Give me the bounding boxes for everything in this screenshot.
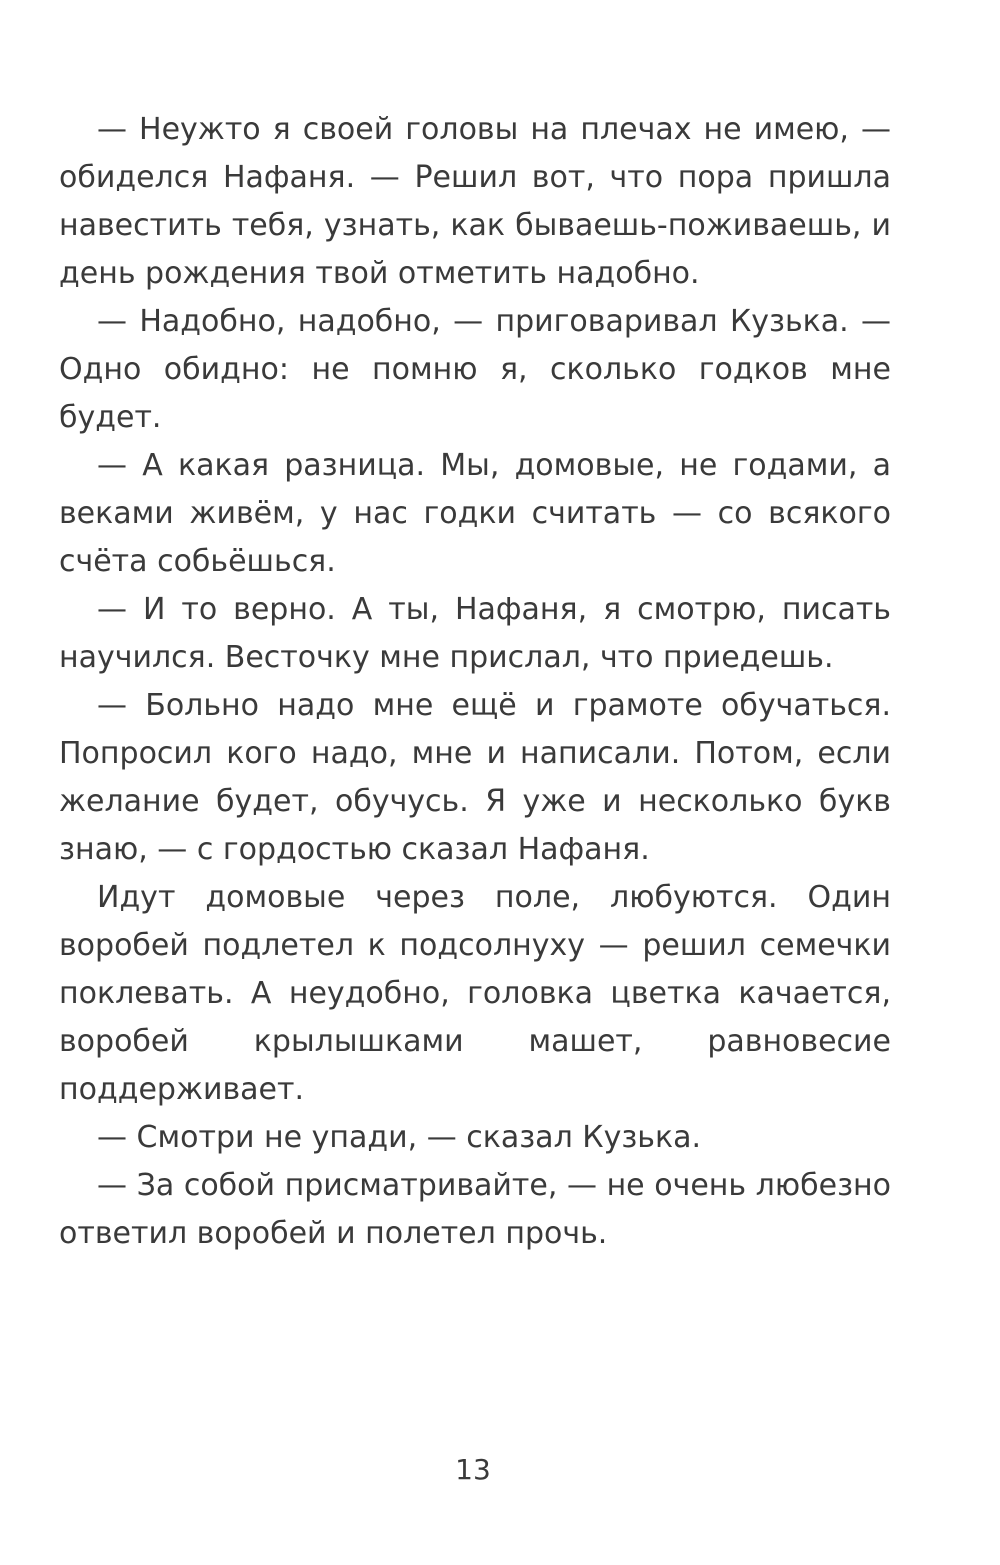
paragraph: — Надобно, надобно, — приговаривал Кузька. — Одно обидно: не помню я, сколько годков мне будет.	[59, 304, 891, 435]
paragraph: — За собой присматривайте, — не очень любезно ответил воробей и полетел прочь.	[59, 1168, 891, 1251]
paragraph: — Неужто я своей головы на плечах не имею, — обиделся Нафаня. — Решил вот, что пора пришла навестить тебя, узнать, как бываешь-поживаешь, и день рождения твой отметить надобно.	[59, 112, 891, 291]
paragraph: — Смотри не упади, — сказал Кузька.	[97, 1120, 701, 1155]
paragraph: — И то верно. А ты, Нафаня, я смотрю, писать научился. Весточку мне прислал, что приедешь.	[59, 592, 891, 675]
paragraph: — Больно надо мне ещё и грамоте обучаться. Попросил кого надо, мне и написали. Потом, если желание будет, обучусь. Я уже и несколько букв знаю, — с гордостью сказал Нафаня.	[59, 688, 891, 867]
paragraph: — А какая разница. Мы, домовые, не годами, а веками живём, у нас годки считать — со всякого счёта собьёшься.	[59, 448, 891, 579]
body-text	[59, 106, 891, 1258]
page-number: 13	[455, 1453, 491, 1486]
paragraph: Идут домовые через поле, любуются. Один воробей подлетел к подсолнуху — решил семечки поклевать. А неудобно, головка цветка качается, воробей крылышками машет, равновесие поддерживает.	[59, 880, 891, 1107]
